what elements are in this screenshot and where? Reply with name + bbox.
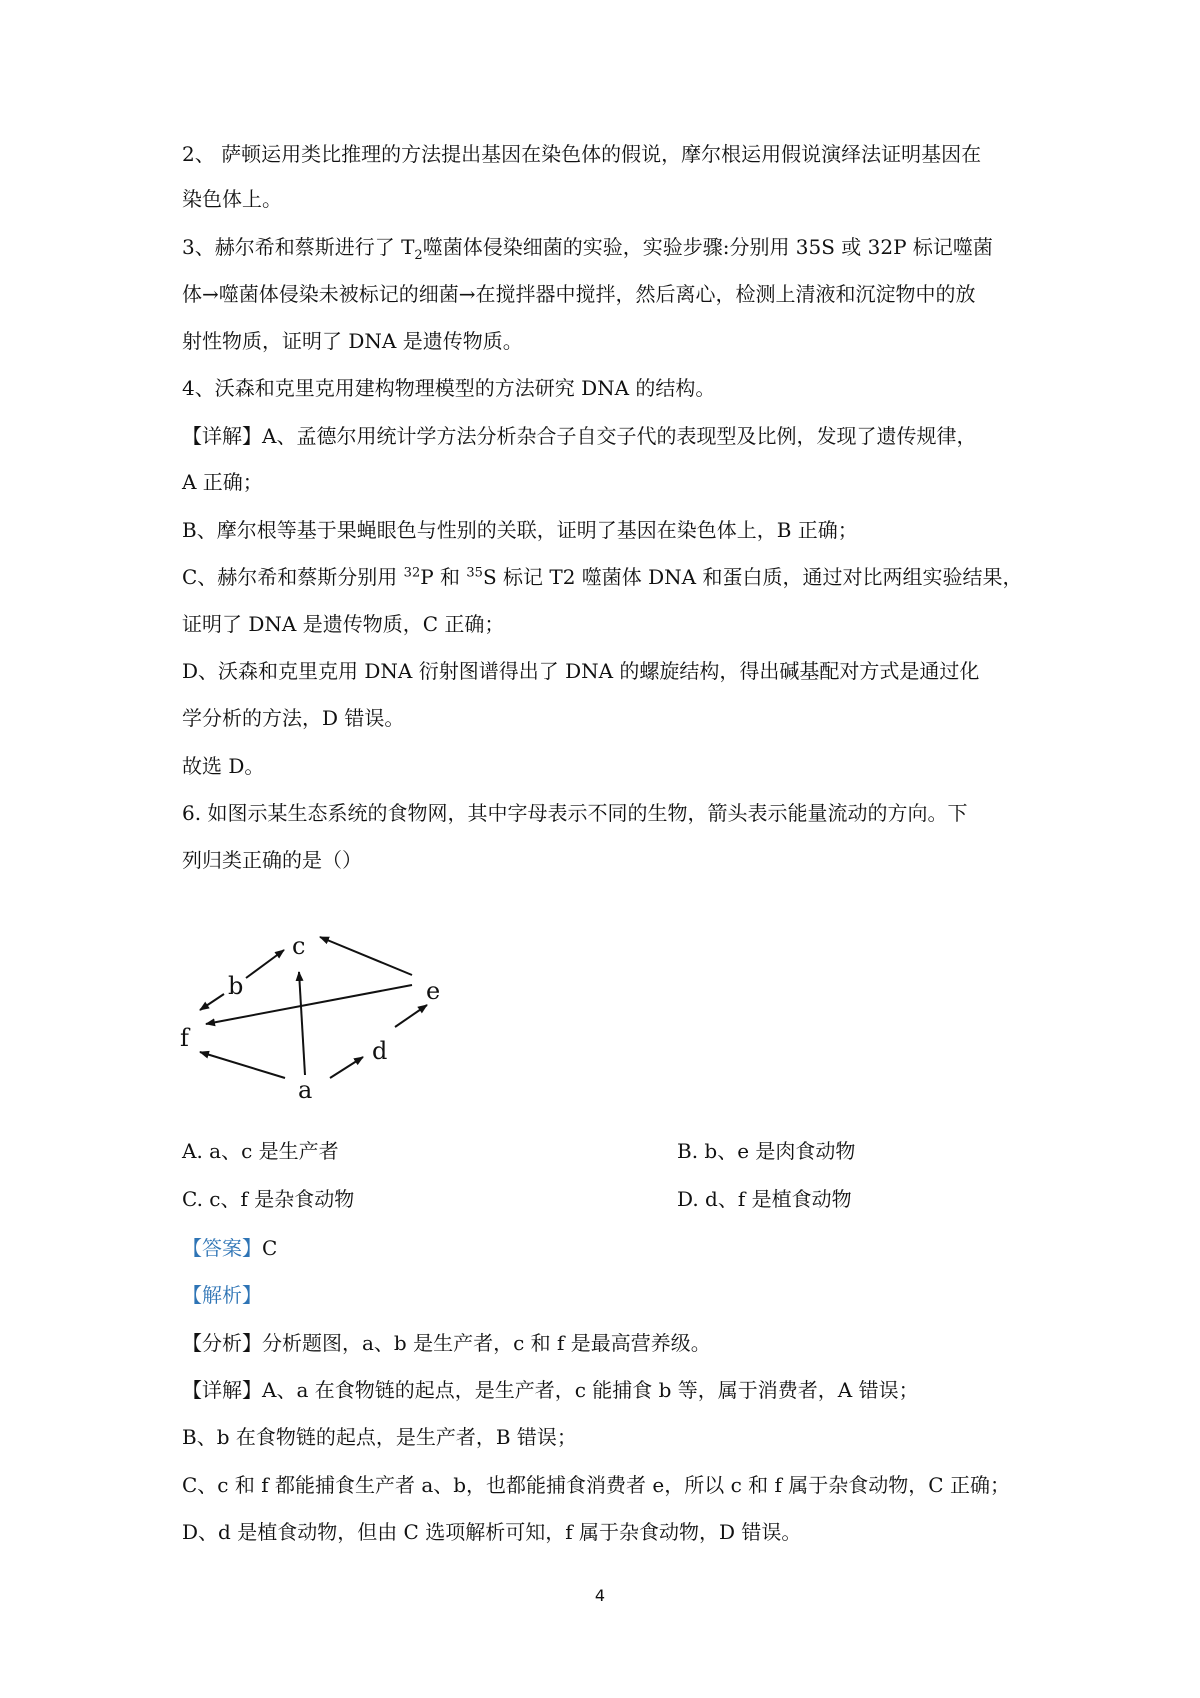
q6-option-d: D. d、f 是植食动物 [677,1187,852,1211]
node-d: d [372,1037,388,1065]
q6-detail-a: 【详解】A、a 在食物链的起点，是生产者，c 能捕食 b 等，属于消费者，A 错误； [182,1378,919,1402]
arrow-e-to-c [320,937,412,975]
q6-detail-c: C、c 和 f 都能捕食生产者 a、b，也都能捕食消费者 e，所以 c 和 f 属于杂食动物，C 正确； [182,1473,1010,1497]
q6-option-c: C. c、f 是杂食动物 [182,1187,355,1211]
food-web-diagram [180,920,490,1100]
q5-detail-c: C、赫尔希和蔡斯分别用 $^{32}$P 和 $^{35}$S 标记 T2 噬菌体 DNA 和蛋白质，通过对比两组实验结果， [182,565,1023,589]
q5-detail-a-cont: A 正确； [182,470,263,494]
q5-detail-a: 【详解】A、孟德尔用统计学方法分析杂合子自交子代的表现型及比例，发现了遗传规律， [182,424,977,448]
q6-answer: 【答案】C [182,1236,278,1260]
arrow-d-to-e [395,1005,427,1027]
arrow-a-to-f [200,1052,285,1078]
q6-detail-b: B、b 在食物链的起点，是生产者，B 错误； [182,1425,577,1449]
node-e: e [426,977,441,1005]
q6-fenxi: 【分析】分析题图，a、b 是生产者，c 和 f 是最高营养级。 [182,1331,711,1355]
q6-analysis-label: 【解析】 [182,1283,262,1307]
note-2-cont: 染色体上。 [182,187,282,211]
q5-detail-c-cont: 证明了 DNA 是遗传物质，C 正确； [182,612,505,636]
note-2: 2、 萨顿运用类比推理的方法提出基因在染色体的假说，摩尔根运用假说演绎法证明基因在 [182,142,982,166]
arrow-b-to-c [246,950,284,978]
node-a: a [298,1076,313,1100]
note-3: 3、赫尔希和蔡斯进行了 $T_2$噬菌体侵染细菌的实验，实验步骤:分别用 35S 或 32P 标记噬菌 [182,235,993,263]
arrow-a-to-c [299,972,305,1075]
q5-conclusion: 故选 D。 [182,754,265,778]
note-3-cont2: 射性物质，证明了 DNA 是遗传物质。 [182,329,523,353]
q6-option-a: A. a、c 是生产者 [182,1139,339,1163]
q5-detail-d: D、沃森和克里克用 DNA 衍射图谱得出了 DNA 的螺旋结构，得出碱基配对方式是通过化 [182,659,980,683]
q6-stem-cont: 列归类正确的是（） [182,848,362,872]
q6-stem: 6. 如图示某生态系统的食物网，其中字母表示不同的生物，箭头表示能量流动的方向。下 [182,801,968,825]
q5-detail-b: B、摩尔根等基于果蝇眼色与性别的关联，证明了基因在染色体上，B 正确； [182,518,858,542]
arrow-b-to-f [200,994,224,1010]
node-b: b [228,972,244,1000]
q6-option-b: B. b、e 是肉食动物 [677,1139,856,1163]
arrow-a-to-d [330,1057,363,1078]
note-4: 4、沃森和克里克用建构物理模型的方法研究 DNA 的结构。 [182,376,716,400]
note-3-cont1: 体→噬菌体侵染未被标记的细菌→在搅拌器中搅拌，然后离心，检测上清液和沉淀物中的放 [182,282,976,306]
q5-detail-d-cont: 学分析的方法，D 错误。 [182,706,405,730]
page-number: 4 [594,1586,606,1605]
q6-detail-d: D、d 是植食动物，但由 C 选项解析可知，f 属于杂食动物，D 错误。 [182,1520,802,1544]
node-c: c [292,932,306,960]
node-f: f [180,1024,189,1052]
